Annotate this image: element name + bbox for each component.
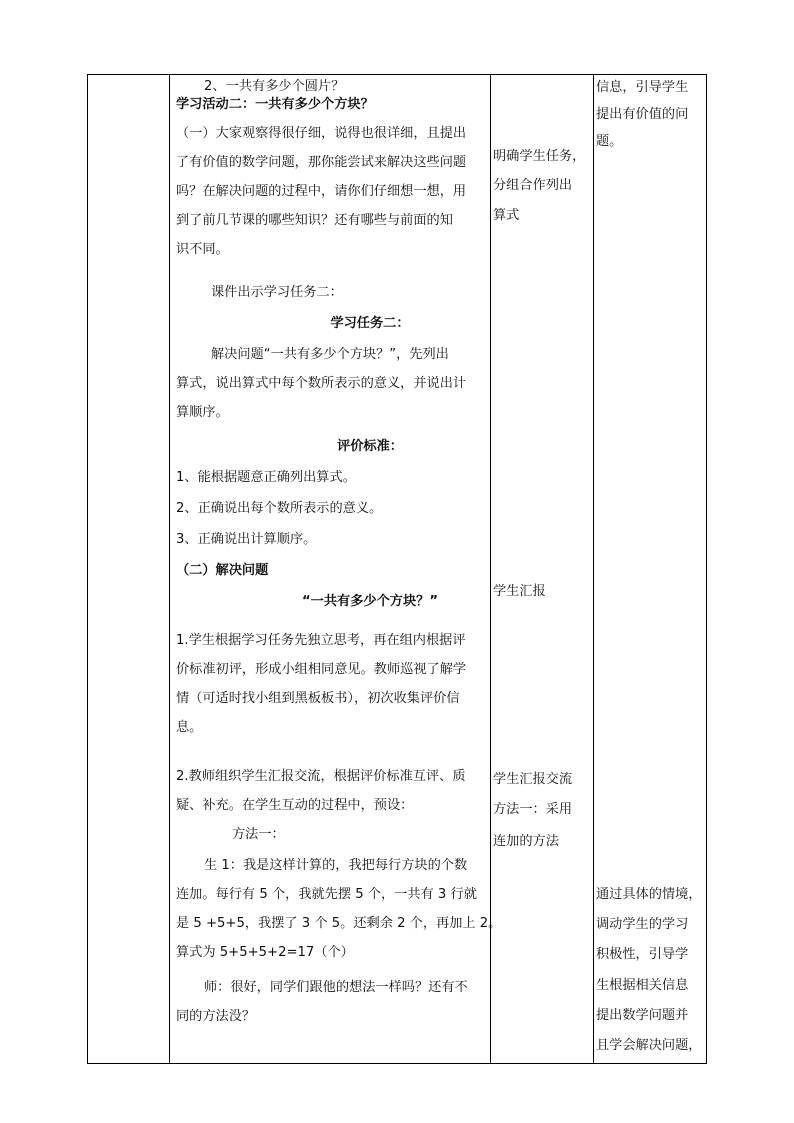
intro-line: 到了前几节课的哪些知识？还有哪些与前面的知	[176, 213, 453, 228]
section-question: “一共有多少个方块？”	[301, 594, 439, 609]
student-task-line: 明确学生任务，	[493, 149, 586, 164]
criteria-item: 3、正确说出计算顺序。	[176, 532, 317, 547]
criteria-item: 1、能根据题意正确列出算式。	[176, 470, 356, 485]
design-intent-cell	[596, 75, 706, 1063]
intent-line: 题。	[596, 134, 623, 149]
intent-line: 生根据相关信息	[596, 978, 689, 993]
task-text-line: 算式，说出算式中每个数所表示的意义，并说出计	[176, 376, 467, 391]
student-task-line: 算式	[493, 208, 520, 223]
step-line: 1.学生根据学习任务先独立思考，再在组内根据评	[176, 633, 466, 648]
student-line: 连加。每行有 5 个，我就先摆 5 个，一共有 3 行就	[176, 887, 477, 902]
intro-line: 吗？在解决问题的过程中，请你们仔细想一想，用	[176, 184, 467, 199]
intent-line: 积极性，引导学	[596, 947, 689, 962]
criteria-item: 2、正确说出每个数所表示的意义。	[176, 501, 383, 516]
section-title: （二）解决问题	[176, 563, 269, 578]
intro-line: 了有价值的数学问题，那你能尝试来解决这些问题	[176, 155, 467, 170]
intent-line: 通过具体的情境，	[596, 887, 702, 902]
intent-line: 调动学生的学习	[596, 917, 689, 932]
step-line: 情（可适时找小组到黑板板书），初次收集评价信	[176, 691, 460, 706]
teacher-line: 同的方法没？	[176, 1009, 256, 1024]
student-exchange-line: 连加的方法	[493, 834, 559, 849]
intent-line: 且学会解决问题，	[596, 1038, 702, 1053]
intent-line: 提出有价值的问	[596, 107, 689, 122]
student-exchange-line: 学生汇报交流	[493, 772, 573, 787]
student-line: 算式为 5+5+5+2=17（个）	[176, 945, 354, 960]
activity-heading: 学习活动二：一共有多少个方块？	[176, 97, 374, 112]
step-line: 2.教师组织学生汇报交流，根据评价标准互评、质	[176, 769, 466, 784]
student-report: 学生汇报	[493, 584, 546, 599]
student-exchange-line: 方法一：采用	[493, 802, 573, 817]
task-text-line: 解决问题“一共有多少个方块？”，先列出	[211, 347, 449, 362]
student-line: 是 5 +5+5，我摆了 3 个 5。还剩余 2 个，再加上 2。	[176, 916, 502, 931]
intro-line: 识不同。	[176, 242, 229, 257]
teacher-line: 师：很好，同学们跟他的想法一样吗？还有不	[204, 980, 468, 995]
student-activity-cell	[493, 75, 589, 1063]
intent-line: 提出数学问题并	[596, 1008, 689, 1023]
lesson-plan-table	[87, 74, 707, 1064]
step-line: 疑、补充。在学生互动的过程中，预设：	[176, 798, 414, 813]
student-line: 生 1：我是这样计算的，我把每行方块的个数	[204, 858, 468, 873]
student-task-line: 分组合作列出	[493, 178, 573, 193]
method-label: 方法一：	[232, 827, 285, 842]
criteria-title: 评价标准：	[337, 439, 403, 454]
step-line: 息。	[176, 720, 203, 735]
step-line: 价标准初评，形成小组相同意见。教师巡视了解学	[176, 662, 467, 677]
courseware-note: 课件出示学习任务二：	[211, 285, 343, 300]
task-text-line: 算顺序。	[176, 405, 229, 420]
intent-line: 信息，引导学生	[596, 80, 689, 95]
column-divider	[593, 75, 594, 1063]
question-2: 2、一共有多少个圆片？	[204, 79, 345, 94]
task-title: 学习任务二：	[330, 316, 410, 331]
intro-line: （一）大家观察得很仔细，说得也很详细，且提出	[176, 126, 467, 141]
